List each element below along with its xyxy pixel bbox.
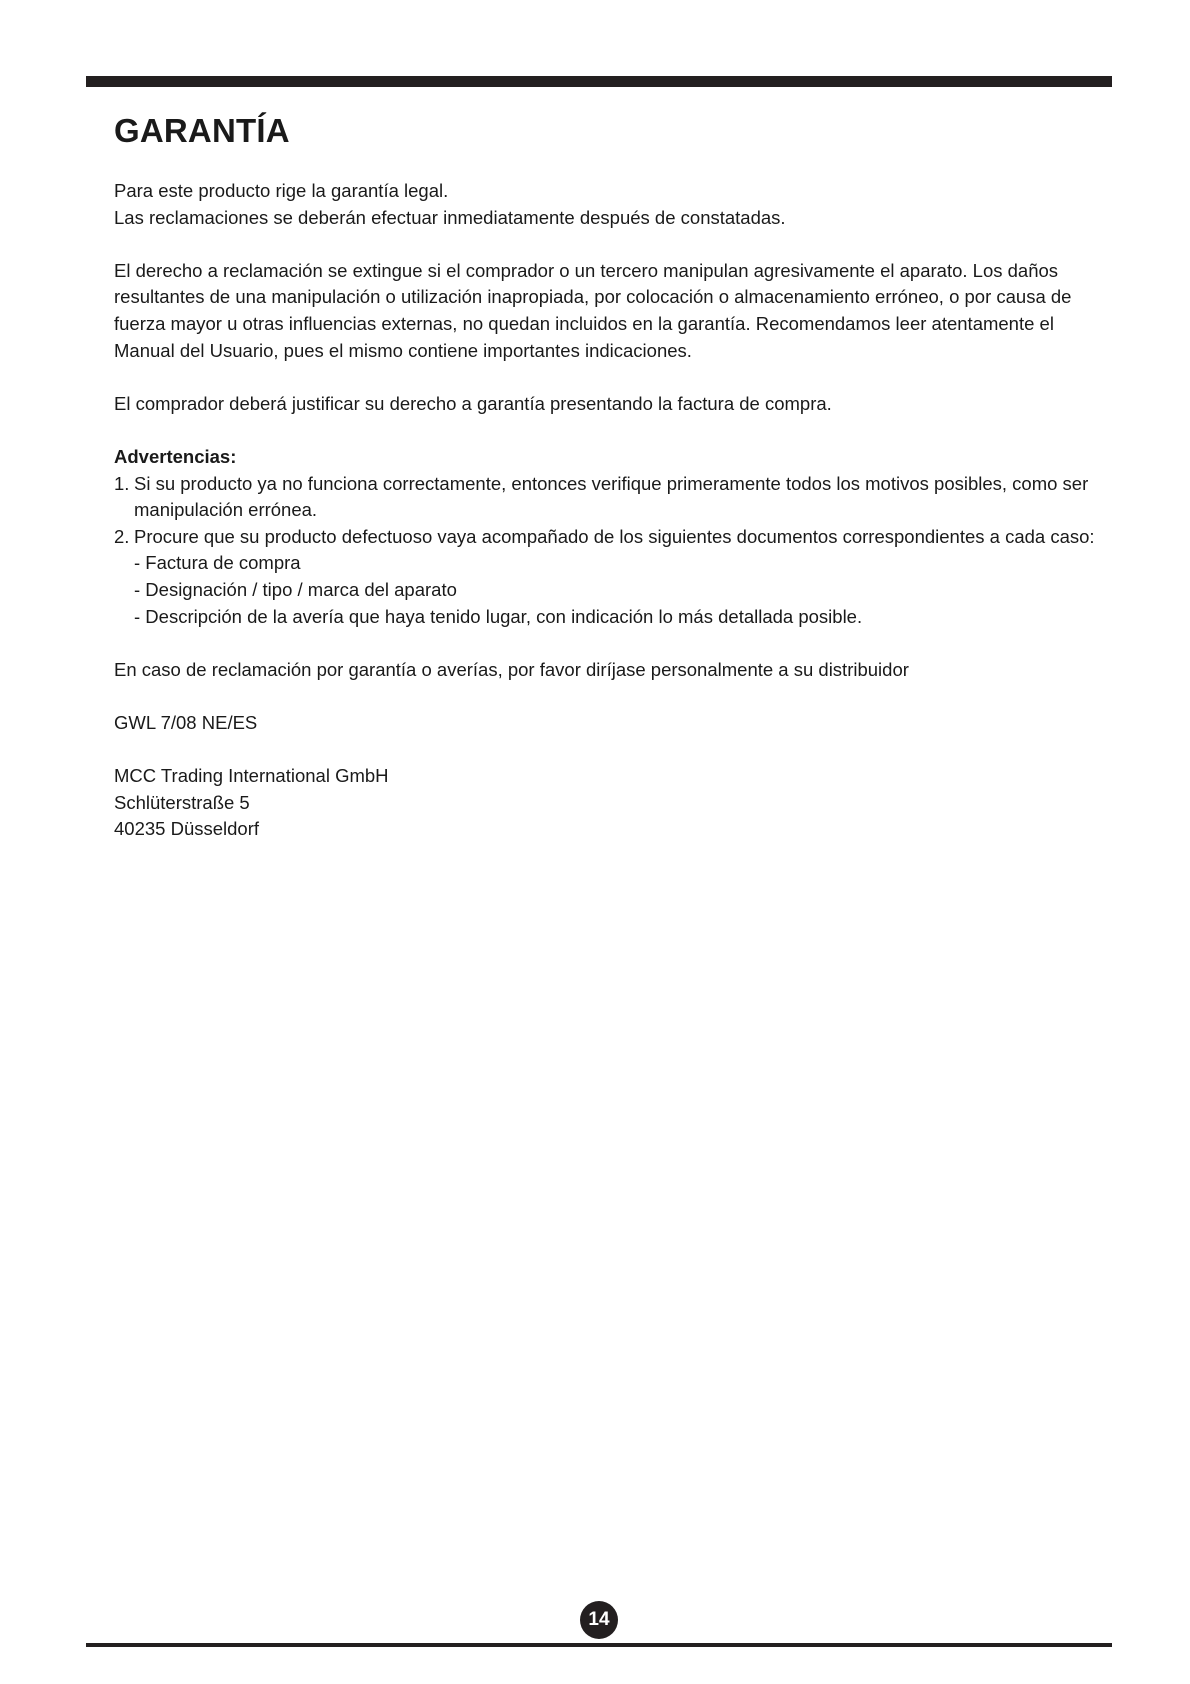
sub-item-invoice: - Factura de compra	[134, 552, 301, 574]
intro-line-2: Las reclamaciones se deberán efectuar inmediatamente después de constatadas.	[114, 206, 786, 228]
justify-text: El comprador deberá justificar su derecho a garantía presentando la factura de compra.	[114, 392, 832, 414]
warning-item-1-text: Si su producto ya no funciona correctamente, entonces verifique primeramente todos los motivos posibles, como ser manipulación errónea.	[134, 472, 1089, 521]
justify-paragraph	[114, 391, 1104, 418]
warning-item-1	[114, 471, 1104, 524]
code-paragraph	[114, 710, 1104, 737]
company-street: Schlüterstraße 5	[114, 791, 250, 813]
warnings-list	[114, 471, 1104, 631]
page-number-badge: 14	[580, 1601, 618, 1639]
warning-item-1-number: 1.	[114, 472, 130, 494]
document-sub-list	[114, 550, 1104, 630]
company-city: 40235 Düsseldorf	[114, 818, 260, 840]
document-code: GWL 7/08 NE/ES	[114, 711, 258, 733]
company-name: MCC Trading International GmbH	[114, 765, 389, 787]
rights-paragraph	[114, 258, 1104, 364]
intro-line-1: Para este producto rige la garantía legal.	[114, 180, 449, 201]
sub-item-description: - Descripción de la avería que haya tenido lugar, con indicación lo más detallada posible.	[134, 605, 863, 627]
sub-item-designation: - Designación / tipo / marca del aparato	[134, 578, 457, 600]
rights-text: El derecho a reclamación se extingue si el comprador o un tercero manipulan agresivamente el aparato. Los daños resultantes de una manipulación o utilización inapropiada, por colocación o almacenamiento erróneo, o por causa de fuerza mayor u otras influencias externas, no quedan incluidos en la garantía. Recomendamos leer atentamente el Manual del Usuario, pues el mismo contiene importantes indicaciones.	[114, 259, 1072, 361]
page-title: GARANTÍA	[114, 112, 290, 149]
top-divider-bar	[86, 76, 1112, 87]
warnings-heading: Advertencias:	[114, 445, 237, 467]
claim-paragraph	[114, 657, 1104, 684]
bottom-divider-bar	[86, 1643, 1112, 1647]
claim-text: En caso de reclamación por garantía o averías, por favor diríjase personalmente a su distribuidor	[114, 658, 909, 680]
warning-item-2-text: Procure que su producto defectuoso vaya acompañado de los siguientes documentos correspondientes a cada caso:	[134, 525, 1095, 547]
warning-item-2-number: 2.	[114, 525, 130, 547]
warning-item-2	[114, 524, 1104, 630]
intro-paragraph	[114, 178, 1104, 231]
warranty-content	[114, 178, 1104, 843]
company-address	[114, 763, 1104, 843]
